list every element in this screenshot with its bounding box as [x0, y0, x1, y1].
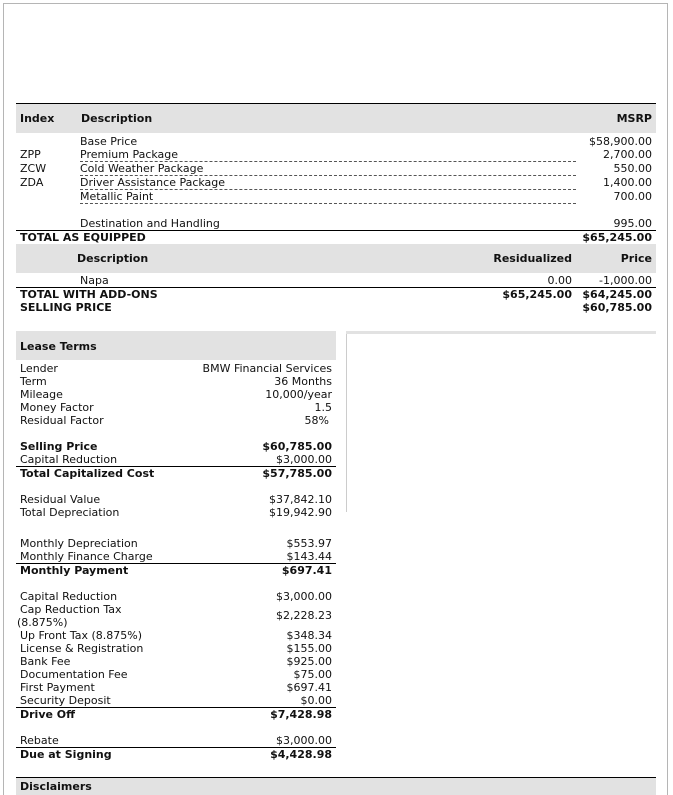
addon-description: Napa	[80, 274, 109, 287]
capital-reduction-value: $3,000.00	[276, 453, 332, 466]
doc-fee-value: $75.00	[293, 668, 332, 681]
base-price-label: Base Price	[80, 135, 138, 148]
rebate-value: $3,000.00	[276, 734, 332, 747]
license-value: $155.00	[286, 642, 332, 655]
col-header-index: Index	[20, 112, 55, 125]
residual-value-value: $37,842.10	[269, 493, 332, 506]
col-header-msrp: MSRP	[616, 112, 652, 125]
drive-off-label: Drive Off	[20, 708, 76, 721]
selling-price-label: Selling Price	[20, 440, 98, 453]
bank-fee-label: Bank Fee	[20, 655, 71, 668]
term-label: Money Factor	[20, 401, 94, 414]
option-description: Cold Weather Package	[80, 162, 204, 175]
total-depreciation-value: $19,942.90	[269, 506, 332, 519]
option-description: Premium Package	[80, 148, 179, 161]
security-deposit-label: Security Deposit	[20, 694, 111, 707]
total-equipped-value: $65,245.00	[582, 231, 652, 244]
addon-price: -1,000.00	[599, 274, 652, 287]
first-payment-value: $697.41	[286, 681, 332, 694]
term-value: 36 Months	[274, 375, 332, 388]
monthly-depreciation-value: $553.97	[286, 537, 332, 550]
term-value: 1.5	[314, 401, 332, 414]
bank-fee-value: $925.00	[286, 655, 332, 668]
dashed-divider	[80, 189, 576, 190]
right-panel-border	[346, 334, 347, 512]
selling-price-label: SELLING PRICE	[20, 301, 112, 314]
selling-price-value: $60,785.00	[582, 301, 652, 314]
term-label: Mileage	[20, 388, 63, 401]
cap-reduction-tax-value: $2,228.23	[276, 609, 332, 622]
disclaimers-title: Disclaimers	[20, 780, 92, 793]
option-description: Driver Assistance Package	[80, 176, 226, 189]
term-value: 58%	[304, 414, 329, 427]
total-cap-cost-label: Total Capitalized Cost	[20, 467, 155, 480]
term-label: Lender	[20, 362, 58, 375]
up-front-tax-label: Up Front Tax (8.875%)	[20, 629, 143, 642]
dashed-divider	[80, 203, 576, 204]
right-panel-top-bar	[346, 331, 656, 334]
option-index: ZPP	[20, 148, 41, 161]
option-msrp: 2,700.00	[603, 148, 652, 161]
term-label: Term	[20, 375, 47, 388]
selling-price-value: $60,785.00	[262, 440, 332, 453]
total-cap-cost-value: $57,785.00	[262, 467, 332, 480]
monthly-payment-label: Monthly Payment	[20, 564, 129, 577]
security-deposit-value: $0.00	[300, 694, 332, 707]
total-addons-price: $64,245.00	[582, 288, 652, 301]
term-value: 10,000/year	[265, 388, 332, 401]
col-header-price: Price	[620, 252, 652, 265]
due-at-signing-value: $4,428.98	[270, 748, 332, 761]
residual-value-label: Residual Value	[20, 493, 101, 506]
option-index: ZCW	[20, 162, 47, 175]
total-depreciation-label: Total Depreciation	[20, 506, 120, 519]
col-header-description: Description	[81, 112, 153, 125]
disclaimers-header	[16, 778, 656, 795]
rebate-label: Rebate	[20, 734, 59, 747]
col-header-residualized: Residualized	[493, 252, 572, 265]
col-header-description: Description	[77, 252, 149, 265]
drive-off-capital-reduction-value: $3,000.00	[276, 590, 332, 603]
doc-fee-label: Documentation Fee	[20, 668, 128, 681]
total-equipped-label: TOTAL AS EQUIPPED	[20, 231, 146, 244]
destination-value: 995.00	[613, 217, 652, 230]
cap-reduction-tax-label: Cap Reduction Tax	[20, 603, 122, 616]
first-payment-label: First Payment	[20, 681, 95, 694]
term-value: BMW Financial Services	[202, 362, 332, 375]
addon-residualized: 0.00	[547, 274, 572, 287]
license-label: License & Registration	[20, 642, 144, 655]
monthly-finance-label: Monthly Finance Charge	[20, 550, 153, 563]
monthly-payment-value: $697.41	[281, 564, 332, 577]
total-addons-label: TOTAL WITH ADD-ONS	[20, 288, 158, 301]
destination-label: Destination and Handling	[80, 217, 220, 230]
monthly-depreciation-label: Monthly Depreciation	[20, 537, 138, 550]
option-msrp: 700.00	[613, 190, 652, 203]
lease-terms-title: Lease Terms	[20, 340, 97, 353]
option-msrp: 550.00	[613, 162, 652, 175]
option-msrp: 1,400.00	[603, 176, 652, 189]
due-at-signing-label: Due at Signing	[20, 748, 112, 761]
up-front-tax-value: $348.34	[286, 629, 332, 642]
base-price-value: $58,900.00	[589, 135, 652, 148]
term-label: Residual Factor	[20, 414, 104, 427]
cap-reduction-tax-rate: (8.875%)	[17, 616, 68, 629]
drive-off-value: $7,428.98	[270, 708, 332, 721]
total-addons-residualized: $65,245.00	[502, 288, 572, 301]
capital-reduction-label: Capital Reduction	[20, 453, 118, 466]
drive-off-capital-reduction-label: Capital Reduction	[20, 590, 118, 603]
option-index: ZDA	[20, 176, 44, 189]
monthly-finance-value: $143.44	[286, 550, 332, 563]
option-description: Metallic Paint	[80, 190, 154, 203]
